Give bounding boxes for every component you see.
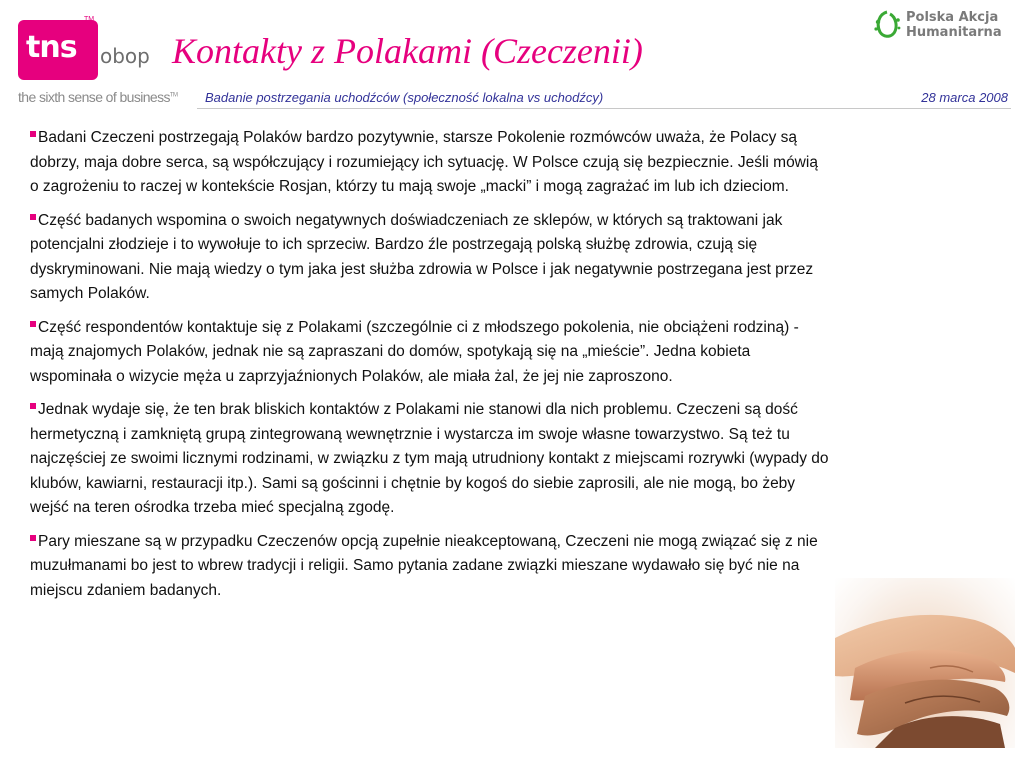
tagline	[18, 89, 177, 105]
bullet-square-icon	[30, 403, 36, 409]
date: 28 marca 2008	[921, 90, 1008, 105]
bullet-paragraph	[30, 126, 830, 200]
partner-logo-line1: Polska Akcja	[906, 10, 999, 25]
pah-emblem-icon	[870, 8, 904, 42]
paragraph-text: Badani Czeczeni postrzegają Polaków bardzo pozytywnie, starsze Pokolenie rozmówców uważa, że Polacy są dobrzy, maja dobre serca, są współczujący i rozumiejący ich sytuację. W Polsce czują się bezpiecznie. Jeśli mówią o zagrożeniu to raczej w kontekście Rosjan, którzy tu mają swoje „macki” i mogą zagrażać im lub ich dzieciom.	[30, 129, 818, 195]
paragraph-text: Jednak wydaje się, że ten brak bliskich kontaktów z Polakami nie stanowi dla nich problemu. Czeczeni są dość hermetyczną i zamkniętą grupą zintegrowaną wewnętrznie i wystarcza im swoje własne towarzystwo. Są też tu najczęściej ze swoimi licznymi rodzinami, w związku z tym mają utrudniony kontakt z miejscami rozrywki (wypady do klubów, kawiarni, restauracji itp.). Sami są gościnni i chętnie by kogoś do siebie zaprosili, ale nie mogą, bo żeby wejść na teren ośrodka trzeba mieć specjalną zgodę.	[30, 401, 829, 516]
tns-logo	[18, 20, 98, 80]
bullet-paragraph	[30, 530, 830, 604]
page-title: Kontakty z Polakami (Czeczenii)	[172, 31, 643, 71]
bullet-paragraph	[30, 316, 830, 390]
partner-logo-text	[906, 10, 1002, 40]
tns-logo-text: tns	[26, 30, 77, 65]
tagline-tm: TM	[169, 92, 178, 99]
partner-logo	[870, 8, 1010, 42]
tns-logo-tm: TM	[84, 16, 95, 23]
hands-photo	[835, 578, 1015, 748]
subtitle: Badanie postrzegania uchodźców (społeczność lokalna vs uchodźcy)	[205, 90, 604, 105]
paragraph-text: Część respondentów kontaktuje się z Polakami (szczególnie ci z młodszego pokolenia, nie obciążeni rodziną) - mają znajomych Polaków, jednak nie są zapraszani do domów, spotykają się na „mieście”. Jedna kobieta wspominała o wizycie męża u zaprzyjaźnionych Polaków, ale miała żal, że jej nie zaproszono.	[30, 318, 799, 385]
paragraph-text: Część badanych wspomina o swoich negatywnych doświadczeniach ze sklepów, w których są traktowani jak potencjalni złodzieje i to wywołuje to ich sprzeciw. Bardzo źle postrzegają polską służbę zdrowia, czują się dyskryminowani. Nie mają wiedzy o tym jaka jest służba zdrowia w Polsce i jak negatywnie postrzegana jest przez samych Polaków.	[30, 211, 814, 302]
header-divider	[197, 108, 1011, 109]
bullet-paragraph	[30, 398, 830, 521]
bullet-square-icon	[30, 535, 36, 541]
bullet-square-icon	[30, 214, 36, 220]
bullet-square-icon	[30, 321, 36, 327]
paragraph-text: Pary mieszane są w przypadku Czeczenów opcją zupełnie nieakceptowaną, Czeczeni nie mogą związać się z nie muzułmanami bo jest to wbrew tradycji i religii. Samo pytania zadane związki mieszane wydawało się być nie na miejscu zdaniem badanych.	[30, 532, 818, 599]
tagline-text: the sixth sense of business	[18, 89, 170, 105]
bullet-square-icon	[30, 131, 36, 137]
bullet-paragraph	[30, 209, 830, 307]
obop-logo-text: obop	[100, 44, 150, 68]
hands-illustration	[835, 578, 1015, 748]
content-body	[30, 126, 830, 612]
partner-logo-line2: Humanitarna	[906, 25, 1002, 40]
